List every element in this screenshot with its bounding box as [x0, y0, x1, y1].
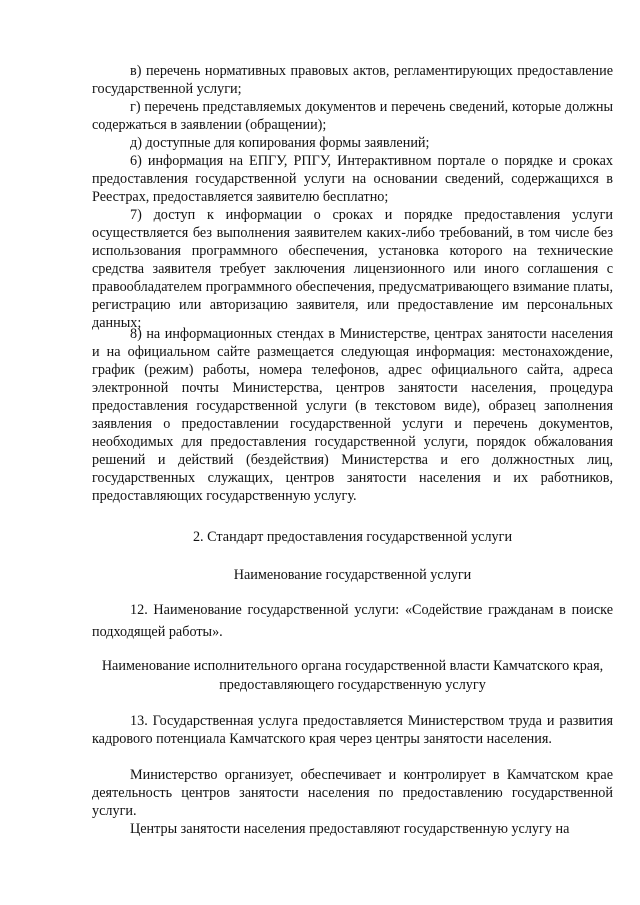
paragraph-7: 7) доступ к информации о сроках и порядке предоставления услуги осуществляется без выполнения заявителем каких-либо требований, в том числе без использования программного обеспечения, установка которого на технические средства заявителя требует заключения лицензионного или иного соглашения с правообладателем программного обеспечения, предусматривающего взимание платы, регистрацию или авторизацию заявителя, или предоставление им персональных данных;: [92, 207, 613, 331]
paragraph-v: в) перечень нормативных правовых актов, регламентирующих предоставление государственной услуги;: [92, 63, 613, 97]
paragraph-12: 12. Наименование государственной услуги: «Содействие гражданам в поиске подходящей работы».: [92, 602, 613, 640]
authority-heading: Наименование исполнительного органа государственной власти Камчатского края, предоставляющего государственную услугу: [101, 658, 604, 693]
paragraph-ministry: Министерство организует, обеспечивает и контролирует в Камчатском крае деятельность центров занятости населения по предоставлению государственной услуги.: [92, 767, 613, 819]
paragraph-13: 13. Государственная услуга предоставляется Министерством труда и развития кадрового потенциала Камчатского края через центры занятости населения.: [92, 713, 613, 747]
paragraph-8: 8) на информационных стендах в Министерстве, центрах занятости населения и на официальном сайте размещается следующая информация: местонахождение, график (режим) работы, номера телефонов, адрес официального сайта, адреса электронной почты Министерства, центров занятости населения, процедура предоставления государственной услуги (в текстовом виде), образец заполнения заявления о предоставлении государственной услуги и перечень документов, необходимых для предоставления государственной услуги, порядок обжалования решений и действий (бездействия) Министерства и его должностных лиц, государственных служащих, центров занятости населения и их работников, предоставляющих государственную услугу.: [92, 326, 613, 504]
service-name-heading: Наименование государственной услуги: [233, 567, 472, 583]
paragraph-d: д) доступные для копирования формы заявлений;: [130, 135, 430, 151]
paragraph-g: г) перечень представляемых документов и перечень сведений, которые должны содержаться в заявлении (обращении);: [92, 99, 613, 133]
section-heading: 2. Стандарт предоставления государственной услуги: [192, 529, 513, 545]
paragraph-centers: Центры занятости населения предоставляют государственную услугу на: [130, 821, 570, 837]
paragraph-6: 6) информация на ЕПГУ, РПГУ, Интерактивном портале о порядке и сроках предоставления государственной услуги на основании сведений, содержащихся в Реестрах, предоставляется заявителю бесплатно;: [92, 153, 613, 205]
